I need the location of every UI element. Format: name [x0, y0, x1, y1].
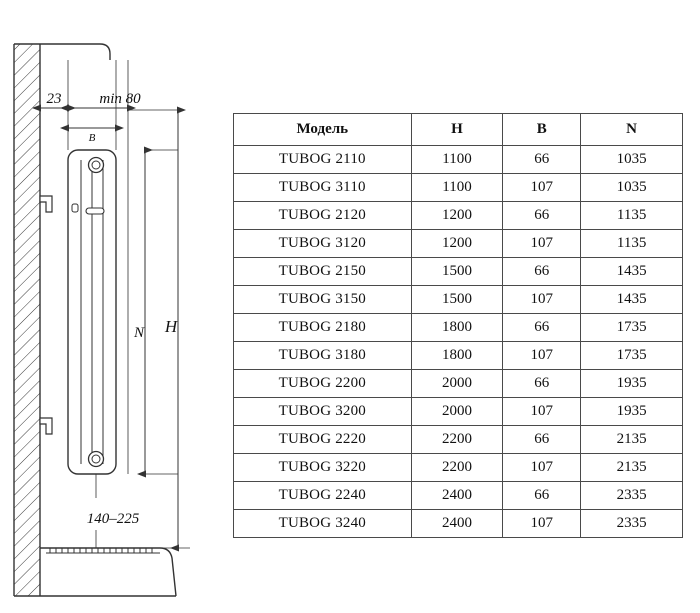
- cell-h: 1800: [411, 314, 503, 342]
- radiator-body: [68, 150, 116, 474]
- cell-h: 1100: [411, 174, 503, 202]
- cell-h: 1200: [411, 230, 503, 258]
- table-row: [234, 454, 683, 482]
- cell-b: 107: [503, 510, 581, 538]
- dimension-B: [68, 128, 116, 144]
- dimension-23-label: 23: [46, 91, 62, 107]
- dimension-min80-label: min 80: [99, 91, 141, 107]
- dimension-H-label: H: [164, 317, 178, 336]
- cell-model: TUBOG 3110: [234, 174, 412, 202]
- cell-b: 107: [503, 454, 581, 482]
- cell-h: 1800: [411, 342, 503, 370]
- table-row: [234, 426, 683, 454]
- dimension-floor-range-label: 140–225: [86, 511, 140, 527]
- cell-n: 1435: [581, 258, 683, 286]
- cell-n: 1935: [581, 370, 683, 398]
- cell-model: TUBOG 2180: [234, 314, 412, 342]
- dimension-min80: [68, 91, 141, 108]
- dimension-B-label: B: [88, 132, 96, 144]
- column-header-model: Модель: [234, 114, 412, 146]
- cell-b: 107: [503, 230, 581, 258]
- cell-n: 2135: [581, 426, 683, 454]
- cell-n: 1035: [581, 146, 683, 174]
- column-header-b: B: [503, 114, 581, 146]
- cell-n: 2335: [581, 482, 683, 510]
- cell-b: 66: [503, 258, 581, 286]
- cell-h: 2000: [411, 370, 503, 398]
- cell-model: TUBOG 3120: [234, 230, 412, 258]
- cell-b: 66: [503, 482, 581, 510]
- cell-n: 1735: [581, 342, 683, 370]
- cell-n: 1135: [581, 202, 683, 230]
- dimension-N: [133, 150, 145, 474]
- table-row: [234, 510, 683, 538]
- cell-h: 2400: [411, 510, 503, 538]
- table-row: [234, 202, 683, 230]
- cell-model: TUBOG 3220: [234, 454, 412, 482]
- cell-b: 66: [503, 146, 581, 174]
- wall-bracket-upper: [40, 196, 52, 212]
- column-header-n: N: [581, 114, 683, 146]
- cell-b: 107: [503, 174, 581, 202]
- table-row: [234, 174, 683, 202]
- dimension-23: [40, 91, 68, 108]
- cell-n: 1135: [581, 230, 683, 258]
- cell-model: TUBOG 2110: [234, 146, 412, 174]
- cell-n: 1435: [581, 286, 683, 314]
- cell-model: TUBOG 3150: [234, 286, 412, 314]
- table-header-row: [234, 114, 683, 146]
- cell-h: 2200: [411, 426, 503, 454]
- table-row: [234, 314, 683, 342]
- cell-n: 2335: [581, 510, 683, 538]
- cell-n: 2135: [581, 454, 683, 482]
- cell-model: TUBOG 2150: [234, 258, 412, 286]
- dimension-floor-range: [87, 474, 140, 548]
- specification-table: [233, 113, 683, 538]
- table-row: [234, 146, 683, 174]
- cell-b: 66: [503, 202, 581, 230]
- cell-n: 1935: [581, 398, 683, 426]
- dimension-N-label: N: [133, 325, 145, 341]
- cell-model: TUBOG 3180: [234, 342, 412, 370]
- cell-h: 1500: [411, 258, 503, 286]
- cell-model: TUBOG 2200: [234, 370, 412, 398]
- cell-b: 107: [503, 286, 581, 314]
- cell-model: TUBOG 3200: [234, 398, 412, 426]
- column-header-h: H: [411, 114, 503, 146]
- table-row: [234, 258, 683, 286]
- cell-b: 66: [503, 314, 581, 342]
- cell-b: 107: [503, 398, 581, 426]
- cell-model: TUBOG 2240: [234, 482, 412, 510]
- table-row: [234, 286, 683, 314]
- cell-h: 2200: [411, 454, 503, 482]
- cell-h: 1100: [411, 146, 503, 174]
- specification-table-container: [233, 113, 683, 538]
- cell-b: 107: [503, 342, 581, 370]
- cell-model: TUBOG 3240: [234, 510, 412, 538]
- table-row: [234, 230, 683, 258]
- cell-h: 2000: [411, 398, 503, 426]
- cell-h: 1200: [411, 202, 503, 230]
- cell-model: TUBOG 2120: [234, 202, 412, 230]
- cell-b: 66: [503, 370, 581, 398]
- technical-drawing: [0, 0, 240, 613]
- table-row: [234, 370, 683, 398]
- cell-b: 66: [503, 426, 581, 454]
- table-row: [234, 398, 683, 426]
- cell-n: 1735: [581, 314, 683, 342]
- cell-n: 1035: [581, 174, 683, 202]
- table-row: [234, 342, 683, 370]
- wall-bracket-lower: [40, 418, 52, 434]
- cell-model: TUBOG 2220: [234, 426, 412, 454]
- wall-section: [14, 44, 40, 596]
- cell-h: 1500: [411, 286, 503, 314]
- table-row: [234, 482, 683, 510]
- cell-h: 2400: [411, 482, 503, 510]
